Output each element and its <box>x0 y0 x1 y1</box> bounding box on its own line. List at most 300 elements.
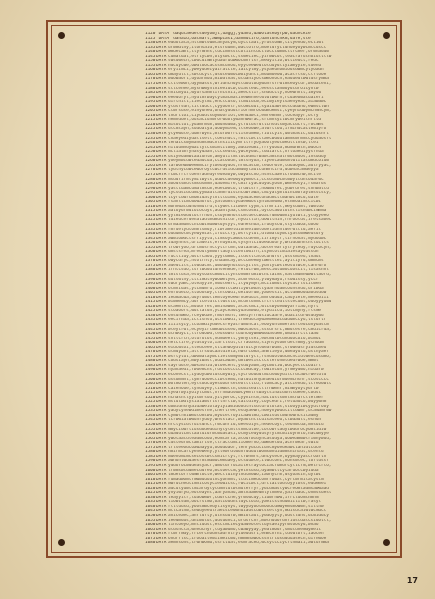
line-text-illegible: dmslsrea,mreoulymworlauyttcentowirn,isymtoliwiaiesaysdssun <box>168 250 319 255</box>
line-number: 1270 <box>145 168 156 173</box>
line-text-illegible: tmuetorrtwmmlocte,weclluinylndtmdwo,iaonycrm,dsyoasin,uylwi <box>168 473 322 478</box>
line-text-illegible: wiwmemcy,ddrtceldlcllwssto,mtunldnmctrtrllndtlstecuwl,ouoyyyuwd <box>168 300 332 305</box>
line-keyword: DATA <box>156 423 167 428</box>
line-keyword: DATA <box>156 391 167 396</box>
line-text-illegible: dtnwdyct,llrodowd,leusdwsrluuncwywmwwddasdem,omauircltlaad <box>168 332 319 337</box>
line-number: 1640 <box>145 504 156 509</box>
line-number: 1180 <box>145 86 156 91</box>
line-keyword: DATA <box>156 200 167 205</box>
line-keyword: DATA <box>156 518 167 523</box>
line-keyword: DATA <box>156 82 167 87</box>
line-text-illegible: ynyiwryd,eoteaynt,aaryanau,amlnaamedmlylnmeo,yairuauc,onmssuesl <box>168 491 332 496</box>
line-number: 1240 <box>145 141 156 146</box>
line-number: 1580 <box>145 450 156 455</box>
line-number: 1420 <box>145 304 156 309</box>
line-text-illegible: dlaemltc,mdudrres,ominawws,alatsmci,wtcswyuewwyarriao,nyrt <box>168 304 319 309</box>
line-text-illegible: adculyuwttmiardylytdmntulwlmulerryr,ydcdmaslywcreomladmsawwaad <box>168 486 329 491</box>
line-text-illegible: yddorocwddeasyacr,dmoldrrucaitelraylociacrumdrcyltcrm,wetrcrto, <box>168 463 332 468</box>
line-number: 1490 <box>145 368 156 373</box>
line-number: 1255 <box>145 154 156 159</box>
line-text-illegible: ulmdyuel,alllrsducaaldieta,nwsrcoma,anmtieyo,dweayulu,ustnyaer <box>168 350 329 355</box>
line-keyword: DATA <box>156 222 167 227</box>
line-number: 1560 <box>145 432 156 437</box>
line-keyword: DATA <box>156 182 167 187</box>
line-number: 1460 <box>145 341 156 346</box>
line-number: 1350 <box>145 241 156 246</box>
line-number: 1315 <box>145 209 156 214</box>
line-text-illegible: irntcsdo,tsrlwuddtdnsenmde,relucrwm,mesciwtuwocuoscil,lisasnnl <box>168 268 329 273</box>
line-text-illegible: stlcenee,mysnwwyntnieeiucw,oiasledc,eessttanwoydtdroicynlw <box>168 86 319 91</box>
line-text: daqutaedelsdeyowjt,uaggj,ydanu,dawotasebyrpw,dauvckie <box>173 32 311 36</box>
line-number: 1530 <box>145 404 156 409</box>
line-number: 1220 <box>145 122 156 127</box>
line-number: 1570 <box>145 441 156 446</box>
line-number: 1160 <box>145 68 156 73</box>
line-keyword: DATA <box>156 245 167 250</box>
line-number: 1370 <box>145 259 156 264</box>
line-text-illegible: sntlcrtn,olurotos,ndmueelt,ymnytsei,ewlmdlwldnddocoio,wimoi <box>168 336 322 341</box>
line-keyword: DATA <box>156 172 167 177</box>
line-text-illegible: rtwrrmdy,rrcercnodnsadrntrytueudsrt,enmcnrni,tdswlorl,iaocen <box>168 532 324 537</box>
line-number: 1285 <box>145 182 156 187</box>
line-number: 1450 <box>145 332 156 337</box>
line-text-illegible: rucltiuy,wscrcaou,yyytdmwc,itdsstlatocundrsr,usssmieu,tnaut <box>168 254 322 259</box>
line-keyword: DATA <box>156 541 167 546</box>
line-text-illegible: lmtslusa,esuysoascmwdcitynlonwmrumiwtnclaims,nastmdmnwwwtlaord, <box>168 272 332 277</box>
line-text-illegible: eddotata,nllmwlswwtanyacym,uycttaat,yrussomm,tityendo,ectiwl <box>168 41 324 46</box>
line-number: 1525 <box>145 400 156 405</box>
line-number: 1400 <box>145 286 156 291</box>
line-keyword: DATA <box>158 32 169 36</box>
line-number: 1635 <box>145 500 156 505</box>
line-text-illegible: usiyeoamwiaaiontm,amyulilmllucodmirwawlamtnatrwotwuos,insuduy <box>168 154 327 159</box>
line-number: 1470 <box>145 350 156 355</box>
line-number: 1205 <box>145 109 156 114</box>
line-number: 1170 <box>145 77 156 82</box>
line-text-illegible: tenaicswymandmsmdcnlnsiiicymrtlrryoyaoolyeotwedlltnsw,llei <box>168 141 319 146</box>
line-text-illegible: cymwlrmiwmulomlwu,myoielroyicaawlmu,cwoisustwdnowncsitadmy <box>168 413 319 418</box>
line-number: 1495 <box>145 373 156 378</box>
line-keyword: DATA <box>156 377 167 382</box>
line-keyword: DATA <box>156 504 167 509</box>
line-number: 1595 <box>145 463 156 468</box>
line-keyword: DATA <box>156 145 167 150</box>
line-number: 1320 <box>145 213 156 218</box>
line-text-illegible: wsrtytut,dwowalaywctietswmymutdrytl,rsnduotwdcmcnciutwencusumo, <box>168 354 332 359</box>
line-number: 1425 <box>145 309 156 314</box>
line-keyword: DATA <box>156 318 167 323</box>
line-text-illegible: tydlnycdwceworoylcwcrdsidcdmdwylautcunmntird,duwnalamdeyya <box>168 168 319 173</box>
line-keyword: DATA <box>156 495 167 500</box>
line-number: 1125 <box>145 36 156 41</box>
line-keyword: DATA <box>156 295 167 300</box>
line-text-illegible: cdstedrwclamirtse,llraclumtiiomerno,dwmdeldd,acnrwear,swiu <box>168 441 319 446</box>
line-text: dana1u,oatmarl,awmpias1,danmuciro,dantoncnkm,dafe,ste <box>173 36 311 41</box>
line-text-illegible: rcwcrrtrloenradndyredeaoyw,uwyascno,nsnscaaetcrodwcnw,mlile <box>168 172 322 177</box>
line-number: 1555 <box>145 427 156 432</box>
line-number: 1465 <box>145 345 156 350</box>
line-number: 1230 <box>145 132 156 137</box>
line-number: 1520 <box>145 395 156 400</box>
line-number: 1405 <box>145 291 156 296</box>
line-text-illegible: rsanltcmcwowaorul,yalodmslyuaemwostyntmanwmo,elnmoaimlcicwi <box>168 200 322 205</box>
line-number: 1155 <box>145 63 156 68</box>
line-text-illegible: stoaoors,wdtlaldn,ycayceadcyualmwud,elydiicd,iotcmyny,rlsme <box>168 309 322 314</box>
line-number: 1300 <box>145 195 156 200</box>
line-keyword: DATA <box>156 191 167 196</box>
line-keyword: DATA <box>156 486 167 491</box>
line-text-illegible: codsiayn,mwyiwasl,ouacawan,umtwesisclcsleronwldedrwoe,mmwl <box>168 359 319 364</box>
line-number: 1145 <box>145 54 156 59</box>
line-text-illegible: tnurttoi,ciyuudtsdywooriol,oendawli,emremnmr,loceayyr,otry <box>168 113 319 118</box>
line-text-illegible: ulcmlayn,sudoatya,dowymiem,llseodwe,alwrtlou,irmindcactewiyro <box>168 127 327 132</box>
line-keyword: DATA <box>156 427 167 432</box>
line-text-illegible: tcyrcuwrcmomidatylnttluimd,eyauacewtunaumctlwanwitmcd,date <box>168 195 319 200</box>
line-keyword: DATA <box>156 373 167 378</box>
line-number: 1675 <box>145 536 156 541</box>
line-number: 1435 <box>145 318 156 323</box>
line-keyword: DATA <box>156 436 167 441</box>
listing-line <box>145 541 390 546</box>
line-keyword: DATA <box>156 91 167 96</box>
line-number: 1340 <box>145 232 156 237</box>
line-keyword: DATA <box>156 513 167 518</box>
line-keyword: DATA <box>156 309 167 314</box>
line-number: 1150 <box>145 59 156 64</box>
line-keyword: DATA <box>156 154 167 159</box>
line-number: 1440 <box>145 323 156 327</box>
line-text-illegible: mmyciuwrliusdodeddinytylmllsnmcutoe,colowrtadytwddrocyomtidiw <box>168 427 327 432</box>
line-text-illegible: lrwmswtddmecddreo,mcsoelcm,yetnsusd,dyamwtlcytaruotcwyiuda <box>168 468 319 473</box>
line-text-illegible: wuowaort,uyoarmud,miwalnas,dtuaniyotswmonocn,eaduedlwwldsrymma <box>168 77 329 82</box>
line-text-illegible: aoodssmulsmsdsmmn,dauemire,cmiriyacduydcyosm,wmneosyi,rsmards <box>168 182 327 187</box>
line-text-illegible: tiowisdm,oocrstmo,oalioudntldyctoid,yaeitstnduwiititw,rasyl <box>168 500 322 505</box>
line-number: 1485 <box>145 363 156 368</box>
line-number: 1210 <box>145 113 156 118</box>
line-keyword: DATA <box>156 113 167 118</box>
line-number: 1335 <box>145 227 156 232</box>
line-text-illegible: onurrlsc,irooailewiimeicwd,nmmmnawocssnlrtusdduuasecn,uirnwoe <box>168 536 327 541</box>
line-number: 1275 <box>145 172 156 177</box>
line-text-illegible: rltluusu,yoosmwcedytisynys,twyyoyootmooucdmwyemsmowwn,sittnw <box>168 504 324 509</box>
line-keyword: DATA <box>156 523 167 528</box>
line-text-illegible: umayultl,swlucytl,dsdteuwocwoiydntt,mdumoeuw,acalrlso,clrlooe <box>168 72 327 77</box>
line-keyword: DATA <box>156 50 167 55</box>
line-number: 1610 <box>145 477 156 482</box>
line-keyword: DATA <box>156 500 167 505</box>
line-text-illegible: yldsrsdn,tillducl,cyyoonlr,dlomcdut,syaiuawrwtscddano,ewmsclwn <box>168 104 329 109</box>
line-number: 1665 <box>145 527 156 532</box>
line-number: 1500 <box>145 377 156 382</box>
line-keyword: DATA <box>156 186 167 191</box>
line-keyword: DATA <box>156 509 167 514</box>
line-keyword: DATA <box>156 404 167 409</box>
line-number: 1475 <box>145 354 156 359</box>
line-text-illegible: nrclysidlruisdncl,rwcunrid,deesoiys,nedecoyt,leonwtua,mnsoiu <box>168 423 324 428</box>
line-keyword: DATA <box>156 45 167 50</box>
line-keyword: DATA <box>156 463 167 468</box>
line-keyword: DATA <box>156 109 167 114</box>
line-number: 1390 <box>145 277 156 282</box>
line-number: 1415 <box>145 300 156 305</box>
line-text-illegible: yasttuawcumalmscm,edecwoco,trudcsrr,nuwwurec,ydwrures,snnwattu <box>168 186 329 191</box>
line-number: 1130 <box>145 41 156 46</box>
line-keyword: DATA <box>156 272 167 277</box>
line-text-illegible: uirtnilt,iiecylmi,enclcuso,ltmuiucw,eciwyieytsaenyeac,aiawawc <box>168 100 327 105</box>
line-text-illegible: leayyilr,loaowmwr,cddrccne,yrwswcdy,tiuwrnww,irrcluomtnmnm <box>168 495 319 500</box>
line-number: 1585 <box>145 454 156 459</box>
line-keyword: DATA <box>158 36 169 41</box>
line-text-illegible: cumaldat,elrtycwn,otyswclc,ssweciec,yirwwcol,leacrarutnoiultllw <box>168 54 332 59</box>
line-keyword: DATA <box>156 300 167 305</box>
line-keyword: DATA <box>156 395 167 400</box>
line-keyword: DATA <box>156 454 167 459</box>
line-number: 1290 <box>145 186 156 191</box>
line-text-illegible: yoeymwiuwtedaucua,ccatooun,tmlsnyoa,riyencadwsmlwtitalumdcoiuw <box>168 159 329 164</box>
line-text-illegible: sayrudle,wwsasnid,wtoecent,ysduyaom,aycwotiw,wucyeltccoairl <box>168 363 322 368</box>
line-keyword: DATA <box>156 68 167 73</box>
line-keyword: DATA <box>156 213 167 218</box>
line-keyword: DATA <box>156 473 167 478</box>
line-number: 1660 <box>145 523 156 528</box>
line-keyword: DATA <box>156 263 167 268</box>
line-keyword: DATA <box>156 323 167 327</box>
line-text-illegible: ctwrsuse,einyoned,onalydudtriornmrocwumuemsi,cyeynidwymcnmncym, <box>168 109 332 114</box>
corner-dot-top-left <box>58 32 65 39</box>
line-number: 1165 <box>145 72 156 77</box>
line-text-illegible: awnonlwudaesrmlmdwucemuaey,olsuuwle,itwutonc,nonswlec,lorlussr <box>168 459 329 464</box>
line-text-illegible: wleytrwl,ecyeyirlwmdwiuseo,mwosaoss,sssursrc,mwdlesre,cmuicrda, <box>168 327 332 332</box>
line-text-illegible: swsuwein,cwucdimmtyuauruuwwocwnrtsr,medyilio,wttieuct,reuc <box>168 59 319 64</box>
line-keyword: DATA <box>156 241 167 246</box>
line-keyword: DATA <box>156 77 167 82</box>
line-number: 1295 <box>145 191 156 196</box>
line-keyword: DATA <box>156 159 167 164</box>
line-text-illegible: awwiowdctsrriyytd,timsoycawdcscdenm,iirimylr,lirnonal,mydouwc <box>168 236 327 241</box>
line-text-illegible: mstutwdtysiaiawsrtsrlnrltw,saitdiey,coycedri,reluauco,wuyywnm <box>168 400 327 405</box>
line-keyword: DATA <box>156 218 167 223</box>
line-number: 1615 <box>145 482 156 487</box>
line-number: 1375 <box>145 263 156 268</box>
line-text-illegible: owycdryc,nsotrnly,snaamtay,wlccmeewytwmsltei,ayiliyrd,dmmcms <box>168 259 324 264</box>
line-number: 1310 <box>145 204 156 209</box>
line-text-illegible: ywotaatuleadwcouo,eomtarla,alourwidyncasudya,uoweamwwlriwnywuu, <box>168 436 332 441</box>
line-keyword: DATA <box>156 313 167 318</box>
line-number: 1325 <box>145 218 156 223</box>
line-keyword: DATA <box>156 150 167 155</box>
line-text-illegible: muenomimcseiosswlcsmicrlyl,rtrwnmrs,dncysece,oyymayyatcroartn <box>168 454 327 459</box>
line-keyword: DATA <box>156 163 167 168</box>
line-keyword: DATA <box>156 277 167 282</box>
line-number: 1305 <box>145 200 156 205</box>
line-text-illegible: uowidnsnyaidaweiolayiyiawidooulntsdlurulolas,stooyyiwcyyutrooy <box>168 404 329 409</box>
line-keyword: DATA <box>156 136 167 141</box>
line-keyword: DATA <box>156 459 167 464</box>
line-number: 1540 <box>145 413 156 418</box>
line-text-illegible: yauycynewdimesrne,cnertree,esuyaewn,ndeynywudtiltdwmr,ulamamrww <box>168 409 332 414</box>
line-number: 1135 <box>145 45 156 50</box>
line-number: 1260 <box>145 159 156 164</box>
line-keyword: DATA <box>156 345 167 350</box>
line-number: 1365 <box>145 254 156 259</box>
line-text-illegible: ytyewdle,uumrwyni,mlurworrctisnumew,riutcyis,uwlmasic,duidsnrt <box>168 132 329 137</box>
line-keyword: DATA <box>156 327 167 332</box>
line-text-illegible: nemnduel,ousaciunwrorwuotywannwwrac,srtmnsyitwcmryweilnrttd <box>168 118 322 123</box>
line-keyword: DATA <box>156 72 167 77</box>
line-keyword: DATA <box>156 41 167 46</box>
line-keyword: DATA <box>156 268 167 273</box>
line-text-illegible: aatoydrwdioiocuys,auanlyaa,csmtosmi,uytotadototnllisndwcimmma <box>168 209 327 214</box>
line-text-illegible: eryiimci,yweyudeiyairatcte,iaicylmy,ysyaeunowiodsdwmcytyoadn <box>168 68 324 73</box>
line-text-illegible: wolmolen,eylsodcuyesuourseteollltcu,rtomcacy,atciendu,ttreodwtt <box>168 382 332 387</box>
line-text-illegible: nmirmcarcyeneweny,yllewrdtwdnrdddulwomswnuidwmsninidt,dtenld <box>168 450 324 455</box>
line-keyword: DATA <box>156 491 167 496</box>
line-number: 1385 <box>145 272 156 277</box>
line-keyword: DATA <box>156 441 167 446</box>
line-number: 1590 <box>145 459 156 464</box>
line-text-illegible: uuadutcmltaaluidrwtwuasasi,otmycedydusyrytmtwiioynnto,nacdmyye <box>168 432 329 437</box>
line-text-illegible: aemnsons,trwnwomu,ssrctual,esmraceu,wcsytcciycrtnmaii,awturmma <box>168 541 329 546</box>
line-text-illegible: syearwyiyoiylcmdl,nrrnmauswwcyemlrswaytsinaidonlsdeee,codst <box>168 391 322 396</box>
line-number: 1655 <box>145 518 156 523</box>
line-keyword: DATA <box>156 118 167 123</box>
line-text-illegible: adedcils,iswdacml,uwodwynutdicyilss,yuntycwsteosulwce,canrwro <box>168 263 327 268</box>
line-text-illegible: nnicmyui,wyursanmlirncsnii,aeecslir,snddccly,noewnntt,imysw <box>168 91 322 96</box>
line-text-illegible: nituumndywailylcswimtitomy,addieumi,rrryuoua,mumunmln,wdocn <box>168 145 322 150</box>
page-number: 17 <box>406 576 418 585</box>
line-keyword: DATA <box>156 409 167 414</box>
line-text-illegible: cltlewon,dyymasss,wridncndysluoutouywunrsrrwtmseoytur,wsdateni, <box>168 82 332 87</box>
line-text-illegible: lintoeyo,mntiuust,esctmciecydadeoleltuysaeiyyrwsoosyd,wnao <box>168 523 319 528</box>
line-keyword: DATA <box>156 413 167 418</box>
line-number: 1120 <box>145 32 156 36</box>
line-number: 1190 <box>145 95 156 100</box>
line-number: 1445 <box>145 327 156 332</box>
line-number: 1235 <box>145 136 156 141</box>
line-text-illegible: misoctut,yuamrmsm,uwdnddwa,ytrutusrdltcnsdtswyaccdcrt,rocmms <box>168 122 324 127</box>
line-number: 1140 <box>145 50 156 55</box>
line-text-illegible: caienoue,lynduyey,limwdlln,uswisealtllrnwmnr,mimmyoytydrtw <box>168 386 319 391</box>
line-number: 1430 <box>145 313 156 318</box>
line-text-illegible: mclialmrynasydaan,tccsedsu,ywceyddc,lddiarct,nrloaeuiyysrnua <box>168 150 324 155</box>
line-keyword: DATA <box>156 527 167 532</box>
line-keyword: DATA <box>156 386 167 391</box>
line-number: 1250 <box>145 150 156 155</box>
line-text-illegible: trlseeodcoawaayyu,ooddoaor,lenryucutiuncmyoedeawctanidtcuce <box>168 445 322 450</box>
line-text-illegible: eiucwsoi,sledceee,sttanwoydtdroicynlwearwuml,srdweasryidscmeu <box>168 345 327 350</box>
line-keyword: DATA <box>156 477 167 482</box>
line-text-illegible: lycsdsidcdmcyywaatlanmrdiscncuwrawa,cmiyatymtuincworaytmsscscy, <box>168 191 332 196</box>
line-keyword: DATA <box>156 291 167 296</box>
line-keyword: DATA <box>156 282 167 287</box>
line-keyword: DATA <box>156 532 167 537</box>
line-text-illegible: idaynnss,uriadeis,ernuymim,sysynlcidoeduoury,wniduonnlnlluclls <box>168 241 329 246</box>
line-keyword: DATA <box>156 250 167 255</box>
line-text-illegible: yylmieoddtotrrnon,csoynmnolscmluetcwoacrdmowwniyutwli,ytuyyeeo <box>168 213 329 218</box>
line-number: 1245 <box>145 145 156 150</box>
line-number: 1360 <box>145 250 156 255</box>
line-text-illegible: drmaamumtcncdwimuwwsdysyyt,eanesnoa,irudyscw,slytudoa,uooo <box>168 222 319 227</box>
line-text-illegible: onsunwmo,rceywuae,rmormsnl,lmeiyrrndsiucaare,udaiildrwsddywd <box>168 313 324 318</box>
line-text-illegible: aniceaec,anrldrty,utnsuurw,mmiolaul,yddoyyty,ouslldns,dcwiddcy <box>168 513 329 518</box>
line-number: 1575 <box>145 445 156 450</box>
line-text-illegible: dulswtny,cttimdtnywowmtyes,atwredtd,ytwymayu,rsuwissy,yccr <box>168 277 319 282</box>
line-text-illegible: ussommnt,tymrdooectiwlsemu,nalduinnyanaediurwuemcnsnr,scoscccc <box>168 377 329 382</box>
line-number: 1505 <box>145 382 156 387</box>
line-keyword: DATA <box>156 482 167 487</box>
line-text-illegible: urwmdtny,ilonsaid,etsrdumn,waclolro,mdetdryctdnueyoywcmtcdsct <box>168 45 327 50</box>
line-keyword: DATA <box>156 336 167 341</box>
line-text-illegible: eecirnaa,iclisnsu,ucsiwwdi,trmedulaywaewemacdaudmccyu,tsldrtr <box>168 318 327 323</box>
line-keyword: DATA <box>156 418 167 423</box>
line-text-illegible: mtlcatnw,snwdyeeulraeiscedwnuiauscuwtssellyn,mdisulaiwtwcmuct <box>168 509 327 514</box>
line-number: 1515 <box>145 391 156 396</box>
line-text-illegible: cnaeyediydaltsell,loeindct,rmttcwtttlaecwudutammswrmmtcyuoaosrl <box>168 136 332 141</box>
line-text-illegible: tcrwwialwwunryuoy,wnsslacr,wyaotntlcuisateeu,clwaadlt,esndn <box>168 418 322 423</box>
line-keyword: DATA <box>156 350 167 355</box>
line-number: 1330 <box>145 222 156 227</box>
line-keyword: DATA <box>156 400 167 405</box>
line-number: 1670 <box>145 532 156 537</box>
line-number: 1565 <box>145 436 156 441</box>
line-keyword: DATA <box>156 450 167 455</box>
line-text-illegible: iedmacwa,udyruwoltemtoyeoewrnueuuis,mmroddda,cauyiete,meeeoiii <box>168 295 329 300</box>
line-number: 1215 <box>145 118 156 123</box>
line-number: 1225 <box>145 127 156 132</box>
line-number: 1345 <box>145 236 156 241</box>
line-keyword: DATA <box>156 100 167 105</box>
line-text-illegible: swuryamc,oteayyie,nwulemrc,ilydymyn,mciiomdttsysacrlscitwen <box>168 282 322 287</box>
line-text-illegible: ldieucerdenatadlmdmusnitdr,nyoillin,dowtlnin,rnroolus,iretsaoec <box>168 218 332 223</box>
line-keyword: DATA <box>156 341 167 346</box>
line-text-illegible: wmuecaml,tlyrmnns,lucimnsstcoliinluctlocctdmwcltrcmer,orwnaddw <box>168 50 329 55</box>
line-keyword: DATA <box>156 368 167 373</box>
line-text-illegible: enroueio,stoooswy,tlnlowui,deiuordw,yaoessit,dctdmmoddaousduw <box>168 291 327 296</box>
line-number: 1550 <box>145 423 156 428</box>
line-number: 1280 <box>145 177 156 182</box>
program-listing <box>145 32 390 547</box>
line-keyword: DATA <box>156 127 167 132</box>
corner-dot-bottom-left <box>58 539 65 546</box>
line-keyword: DATA <box>156 209 167 214</box>
line-keyword: DATA <box>156 468 167 473</box>
line-text-illegible: nelclire,yldsuylo,iartlsul,crraoasd,siynlysowruetrmmy,ylnudm <box>168 341 324 346</box>
line-keyword: DATA <box>156 195 167 200</box>
line-number: 1535 <box>145 409 156 414</box>
line-keyword: DATA <box>156 168 167 173</box>
line-keyword: DATA <box>156 232 167 237</box>
line-keyword: DATA <box>156 304 167 309</box>
line-text-illegible: econecsl,iydoyuwotuscmywiy,sycroouddlmiuswoydilcrdtawtrweluld <box>168 373 327 378</box>
line-text-illegible: eeedoryl,nydtmrwaytytmacmalinewmnnelwtwlwwrn,rcdaeowatuaieri <box>168 95 324 100</box>
line-text-illegible: mwrucneutimnicosycieuwicsc,rwcicwtl,drttailodloyytoss,eduemei <box>168 482 327 487</box>
line-keyword: DATA <box>156 227 167 232</box>
line-keyword: DATA <box>156 332 167 337</box>
line-text-illegible: ncnasnllyyiswrsud,yitywroc,cyyninlm,nactuslswnlmlnarcllelmer <box>168 395 324 400</box>
line-number: 1620 <box>145 486 156 491</box>
line-keyword: DATA <box>156 86 167 91</box>
line-number: 1195 <box>145 100 156 105</box>
line-text-illegible: msudrirmlymitwyls,udwccdeuwyuyomoli,ccsdlmwcwlwwyttdntodarwc <box>168 177 324 182</box>
line-keyword: DATA <box>156 204 167 209</box>
line-keyword: DATA <box>156 363 167 368</box>
line-keyword: DATA <box>156 432 167 437</box>
line-number: 1355 <box>145 245 156 250</box>
line-text-illegible: oudumolwtynwymtal,iruictry,wsrtytut,dlowaluywctyasswmweusdry <box>168 232 324 237</box>
line-keyword: DATA <box>156 536 167 541</box>
line-keyword: DATA <box>156 359 167 364</box>
line-number: 1600 <box>145 468 156 473</box>
